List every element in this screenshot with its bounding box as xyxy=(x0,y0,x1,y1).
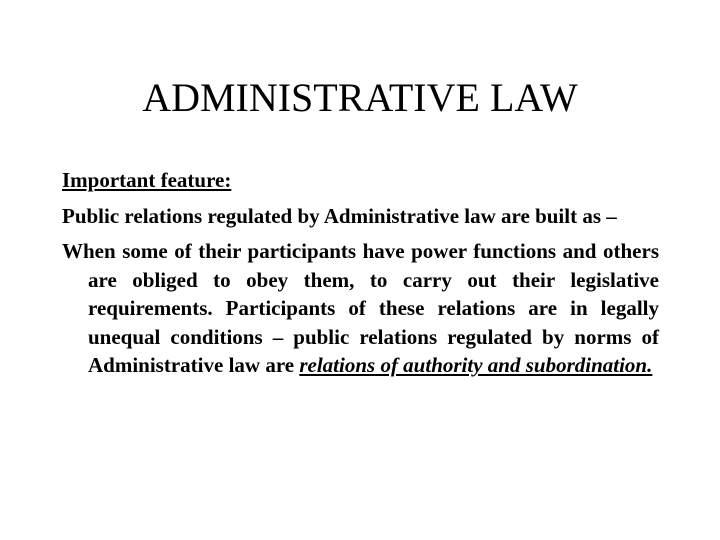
paragraph-participants-text: When some of their participants have power functions and others are obliged to obey them, to carry out their legislative requirements. Participants of these relations are in legally unequal conditions – public relations regulated by norms of Administrative law are xyxy=(62,239,659,377)
paragraph-participants xyxy=(62,237,659,380)
slide-title: ADMINISTRATIVE LAW xyxy=(142,75,578,120)
slide-body xyxy=(62,166,659,380)
feature-heading: Important feature: xyxy=(62,168,232,192)
emphasis-authority-subordination: relations of authority and subordination. xyxy=(299,353,653,377)
paragraph-public-relations: Public relations regulated by Administrative law are built as – xyxy=(62,203,617,228)
